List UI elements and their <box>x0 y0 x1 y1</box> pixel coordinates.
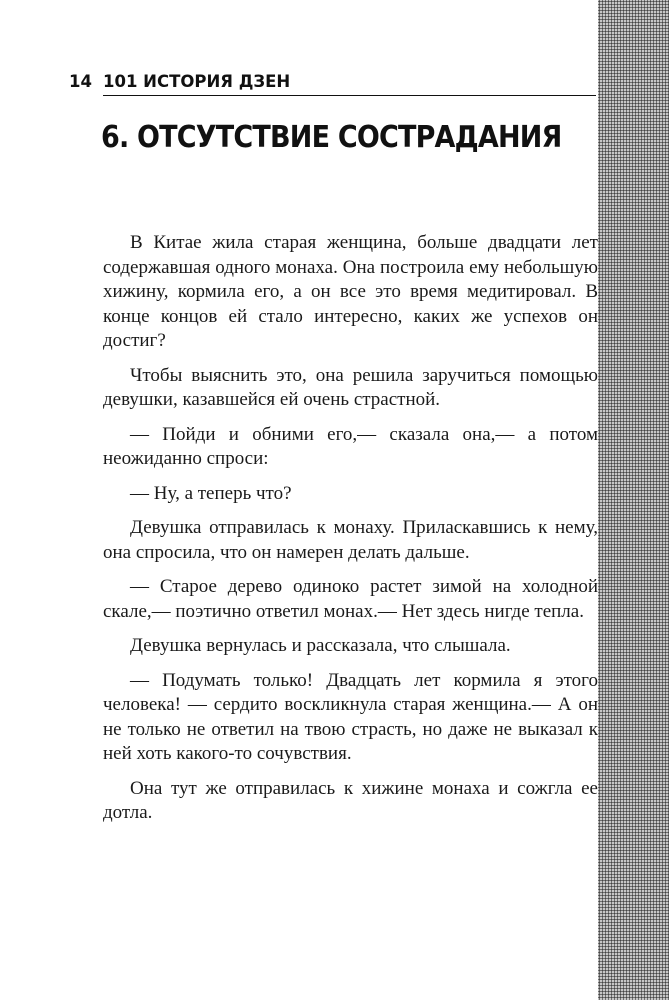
paragraph: Она тут же отправилась к хижине монаха и сожгла ее дотла. <box>103 777 598 823</box>
page-edge-halftone <box>598 0 669 1000</box>
chapter-title: 6. ОТСУТСТВИЕ СОСТРАДАНИЯ <box>101 120 562 155</box>
running-header <box>69 70 596 96</box>
paragraph: Чтобы выяснить это, она решила заручиться помощью девушки, казавшейся ей очень страстной. <box>103 364 598 410</box>
page-number: 14 <box>69 72 92 91</box>
paragraph: Девушка отправилась к монаху. Приласкавшись к нему, она спросила, что он намерен делать дальше. <box>103 517 598 563</box>
paragraph: — Пойди и обними его,— сказала она,— а потом неожиданно спроси: <box>103 423 598 469</box>
story-text <box>103 231 598 836</box>
paragraph: — Ну, а теперь что? <box>130 482 292 504</box>
paragraph: — Подумать только! Двадцать лет кормила я этого человека! — сердито воскликнула старая женщина.— А он не только не ответил на твою страсть, но даже не выказал к ней хоть какого-то сочувствия. <box>103 669 598 764</box>
paragraph: В Китае жила старая женщина, больше двадцати лет содержавшая одного монаха. Она построила ему небольшую хижину, кормила его, а он все это время медитировал. В конце концов ей стало интересно, каких же успехов он достиг? <box>103 232 598 351</box>
paragraph: Девушка вернулась и рассказала, что слышала. <box>130 635 511 656</box>
book-title: 101 ИСТОРИЯ ДЗЕН <box>103 72 291 91</box>
paragraph: — Старое дерево одиноко растет зимой на холодной скале,— поэтично ответил монах.— Нет здесь нигде тепла. <box>103 576 598 622</box>
